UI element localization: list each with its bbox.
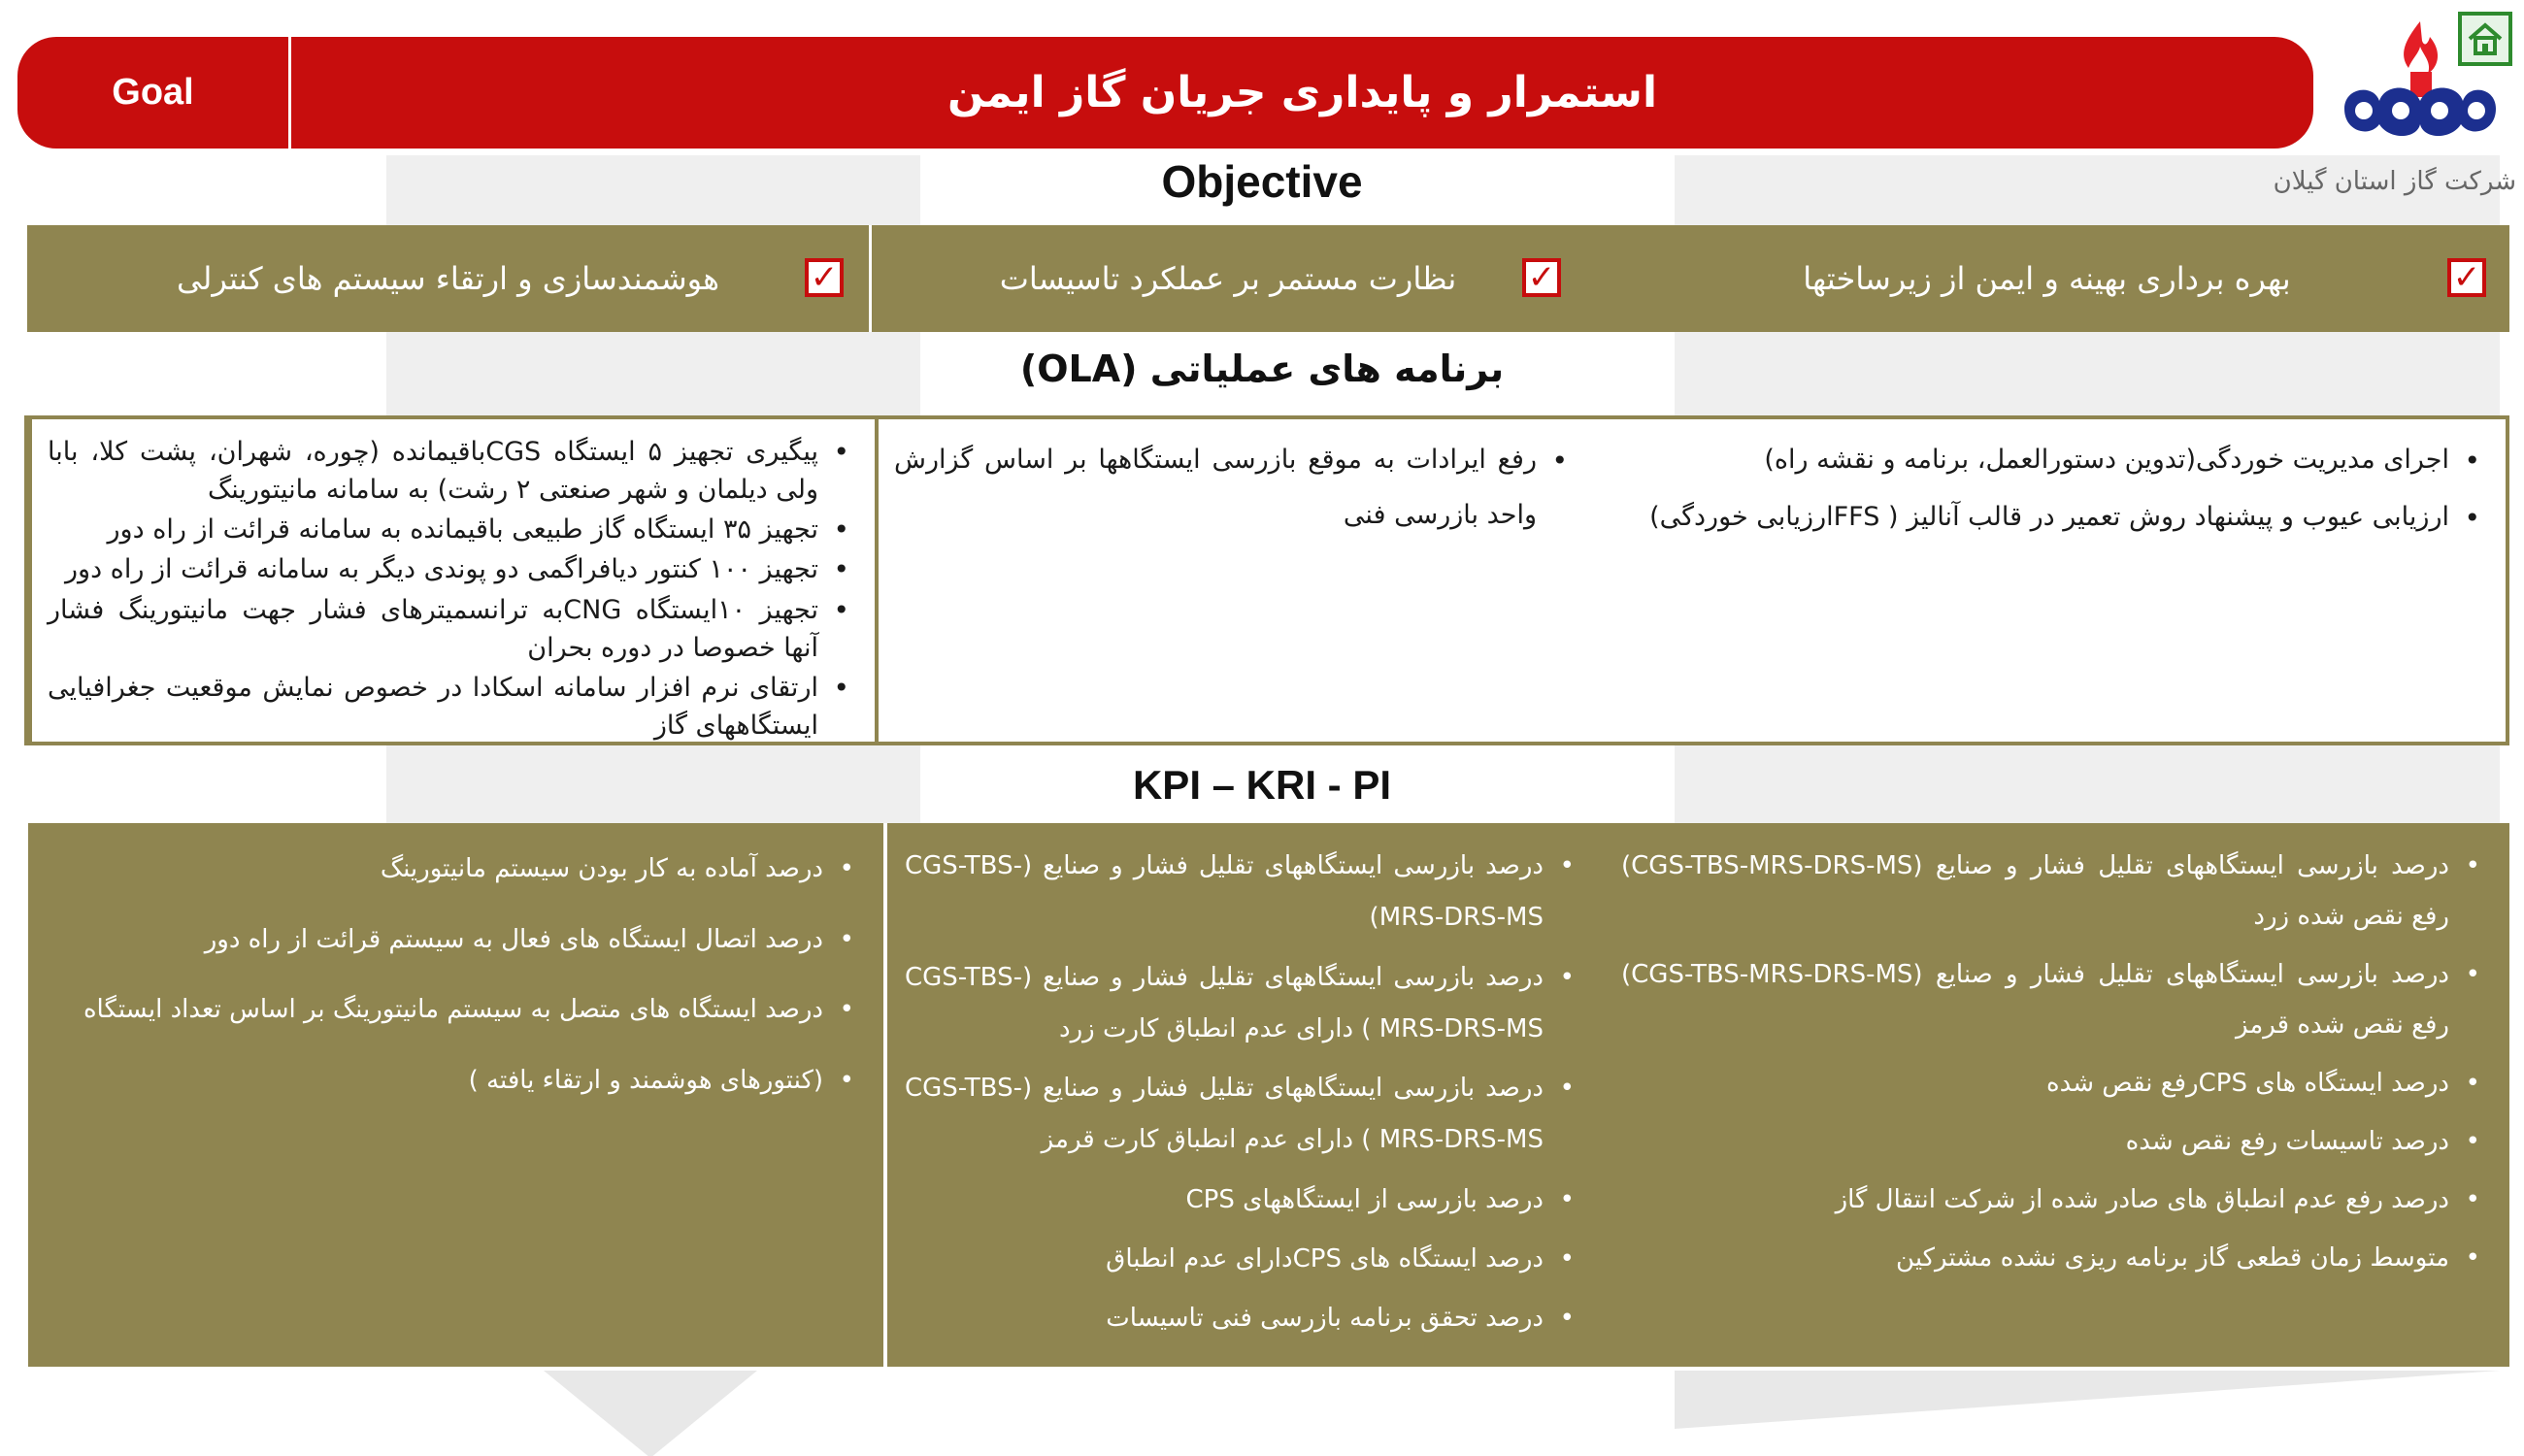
- objective-row: [24, 225, 2509, 332]
- ola-list: [48, 433, 851, 745]
- objective-item-1: [24, 225, 869, 332]
- background-arrow-tip-right: [1675, 1371, 2500, 1429]
- checkbox-icon: ✓: [805, 258, 844, 297]
- background-arrow-tip-left: [544, 1371, 757, 1456]
- kpi-list: [1621, 841, 2482, 1283]
- objective-item-2: [869, 225, 1584, 332]
- list-item: • درصد ایستگاه های CPSرفع نقص شده: [1621, 1058, 2482, 1109]
- kpi-column-3: [1604, 823, 2509, 1367]
- kpi-list: [46, 841, 856, 1109]
- ola-title: برنامه های عملیاتی (OLA): [1019, 347, 1505, 390]
- objective-item-label: بهره برداری بهینه و ایمن از زیرساختها: [1803, 260, 2291, 297]
- ola-list: [894, 433, 1570, 543]
- list-item: • درصد بازرسی ایستگاههای تقلیل فشار و صنایع (-CGS-TBS MRS-DRS-MS ) دارای عدم انطباق کارت قرمز: [905, 1063, 1577, 1167]
- list-item: • درصد بازرسی ایستگاههای تقلیل فشار و صنایع (CGS-TBS-MRS-DRS-MS) رفع نقص شده زرد: [1621, 841, 2482, 942]
- list-item: • تجهیز ۳۵ ایستگاه گاز طبیعی باقیمانده به سامانه قرائت از راه دور: [48, 511, 851, 548]
- list-item: • درصد بازرسی از ایستگاههای CPS: [905, 1175, 1577, 1226]
- list-item: • درصد بازرسی ایستگاههای تقلیل فشار و صنایع (CGS-TBS-MRS-DRS-MS) رفع نقص شده قرمز: [1621, 949, 2482, 1050]
- list-item: • (کنتورهای هوشمند و ارتقاء یافته ): [46, 1052, 856, 1109]
- objective-item-label: هوشمندسازی و ارتقاء سیستم های کنترلی: [176, 260, 720, 297]
- checkbox-icon: ✓: [2447, 258, 2486, 297]
- checkbox-icon: ✓: [1522, 258, 1561, 297]
- objective-title: Objective: [1161, 156, 1363, 207]
- list-item: • ارتقای نرم افزار سامانه اسکادا در خصوص نمایش موقعیت جغرافیایی ایستگاههای گاز: [48, 669, 851, 745]
- objective-item-3: [1584, 225, 2509, 332]
- list-item: • درصد ایستگاه های CPSدارای عدم انطباق: [905, 1234, 1577, 1285]
- goal-title: استمرار و پایداری جریان گاز ایمن: [946, 68, 1658, 117]
- list-item: • متوسط زمان قطعی گاز برنامه ریزی نشده مشترکین: [1621, 1233, 2482, 1283]
- list-item: • پیگیری تجهیز ۵ ایستگاه CGSباقیمانده (چوره، شهران، پشت کلا، بابا ولی دیلمان و شهر صنعتی ۲ رشت) به سامانه مانیتورینگ: [48, 433, 851, 509]
- list-item: • درصد آماده به کار بودن سیستم مانیتورینگ: [46, 841, 856, 898]
- list-item: • درصد تاسیسات رفع نقص شده: [1621, 1116, 2482, 1167]
- ola-column-3: [1593, 419, 2506, 742]
- list-item: • اجرای مدیریت خوردگی(تدوین دستورالعمل، برنامه و نقشه راه): [1609, 433, 2482, 488]
- list-item: • درصد تاسیسات دارای عدم انطباق: [905, 1353, 1577, 1405]
- objective-item-label: نظارت مستمر بر عملکرد تاسیسات: [999, 260, 1457, 297]
- company-name: شرکت گاز استان گیلان: [2273, 167, 2516, 196]
- list-item: • درصد رفع عدم انطباق های صادر شده از شرکت انتقال گاز: [1621, 1175, 2482, 1225]
- kpi-column-2: [883, 823, 1604, 1393]
- list-item: • درصد بازرسی ایستگاههای تقلیل فشار و صنایع (-CGS-TBS MRS-DRS-MS ) دارای عدم انطباق کارت زرد: [905, 952, 1577, 1056]
- goal-banner: [17, 37, 2313, 149]
- kpi-list: [905, 841, 1577, 1405]
- ola-row: [24, 415, 2509, 745]
- list-item: • درصد تحقق برنامه بازرسی فنی تاسیسات: [905, 1293, 1577, 1344]
- home-icon: [2466, 19, 2505, 58]
- list-item: • رفع ایرادات به موقع بازرسی ایستگاهها بر اساس گزارش واحد بازرسی فنی: [894, 433, 1570, 543]
- kpi-column-1: [24, 823, 883, 1367]
- ola-list: [1609, 433, 2482, 545]
- ola-column-1: [28, 419, 875, 742]
- kpi-row: [24, 823, 2509, 1393]
- list-item: • تجهیز ۱۰۰ کنتور دیافراگمی دو پوندی دیگر به سامانه قرائت از راه دور: [48, 550, 851, 588]
- list-item: • درصد بازرسی ایستگاههای تقلیل فشار و صنایع (-CGS-TBS MRS-DRS-MS): [905, 841, 1577, 944]
- list-item: • ارزیابی عیوب و پیشنهاد روش تعمیر در قالب آنالیز ( FFSارزیابی خوردگی): [1609, 490, 2482, 546]
- ola-column-2: [875, 419, 1593, 742]
- goal-label: Goal: [17, 37, 291, 149]
- kpi-title: KPI – KRI - PI: [1132, 762, 1392, 808]
- home-button[interactable]: [2458, 12, 2512, 66]
- list-item: • تجهیز ۱۰ایستگاه CNGبه ترانسمیترهای فشار جهت مانیتورینگ فشار آنها خصوصا در دوره بحران: [48, 591, 851, 667]
- list-item: • درصد ایستگاه های متصل به سیستم مانیتورینگ بر اساس تعداد ایستگاه: [46, 981, 856, 1039]
- list-item: • درصد اتصال ایستگاه های فعال به سیستم قرائت از راه دور: [46, 911, 856, 969]
